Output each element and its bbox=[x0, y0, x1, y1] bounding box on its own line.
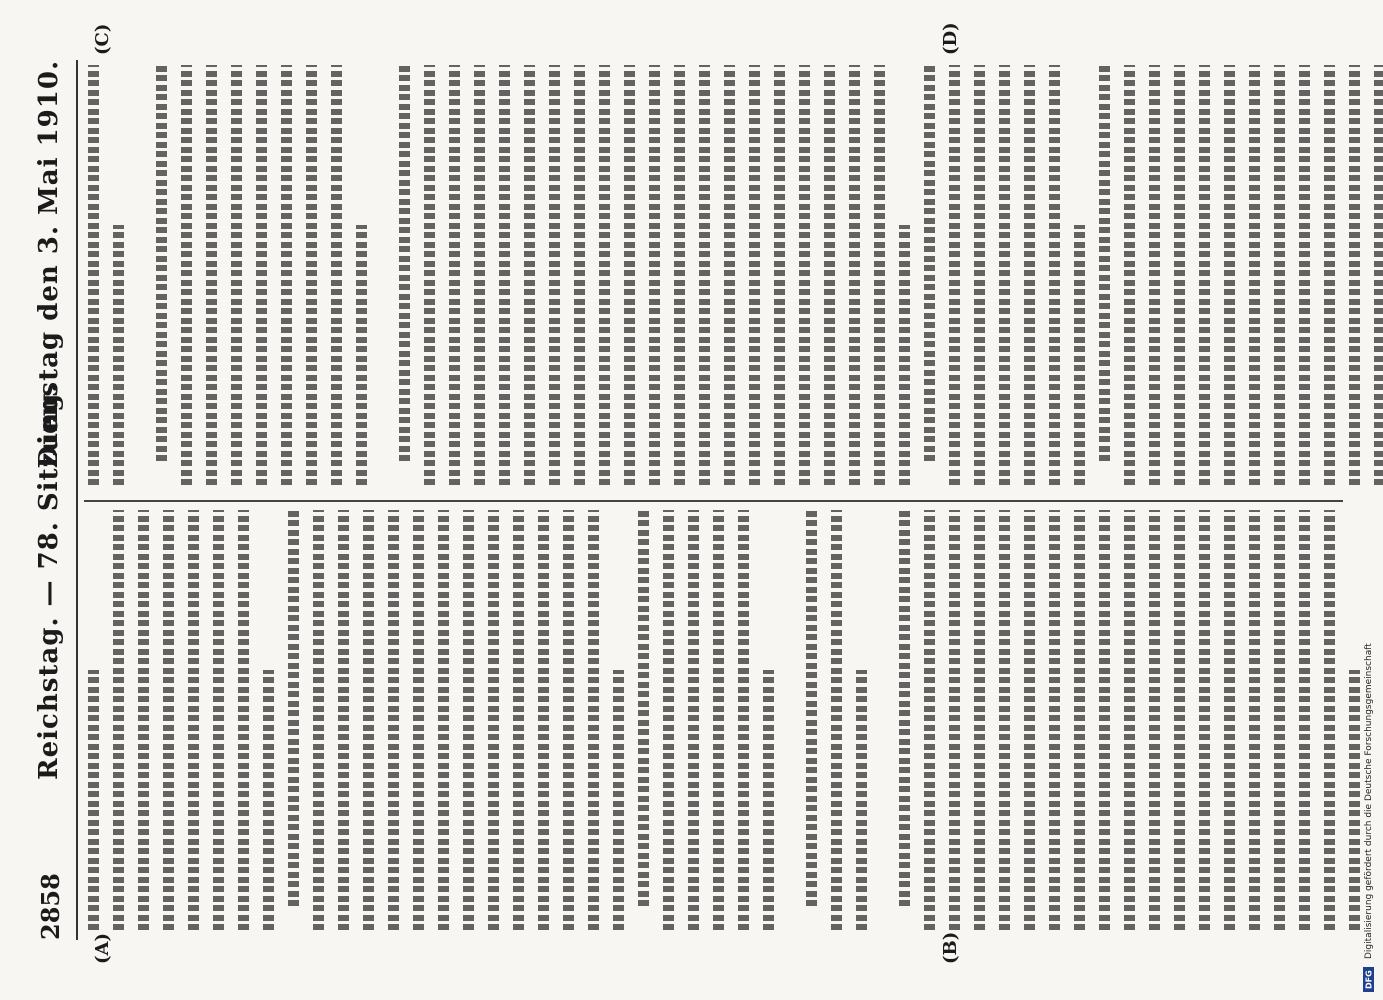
section-marker-b: (B) bbox=[940, 931, 961, 964]
column-divider bbox=[84, 500, 1343, 502]
digitization-sidebar bbox=[1361, 8, 1377, 992]
header-rule bbox=[76, 60, 78, 940]
section-marker-d: (D) bbox=[940, 22, 961, 55]
section-marker-a: (A) bbox=[92, 933, 113, 964]
page-title: Reichstag. — 78. Sitzung. bbox=[34, 382, 64, 780]
page-date: Dienstag den 3. Mai 1910. bbox=[34, 60, 64, 469]
page-header bbox=[30, 60, 70, 940]
digitization-note: Digitalisierung gefördert durch die Deutsche Forschungsgemeinschaft bbox=[1364, 643, 1374, 960]
text-column-left bbox=[88, 510, 1339, 930]
dfg-logo: DFG bbox=[1364, 967, 1375, 992]
section-marker-c: (C) bbox=[92, 23, 113, 55]
text-column-right bbox=[88, 65, 1339, 485]
page-number: 2858 bbox=[36, 873, 65, 940]
